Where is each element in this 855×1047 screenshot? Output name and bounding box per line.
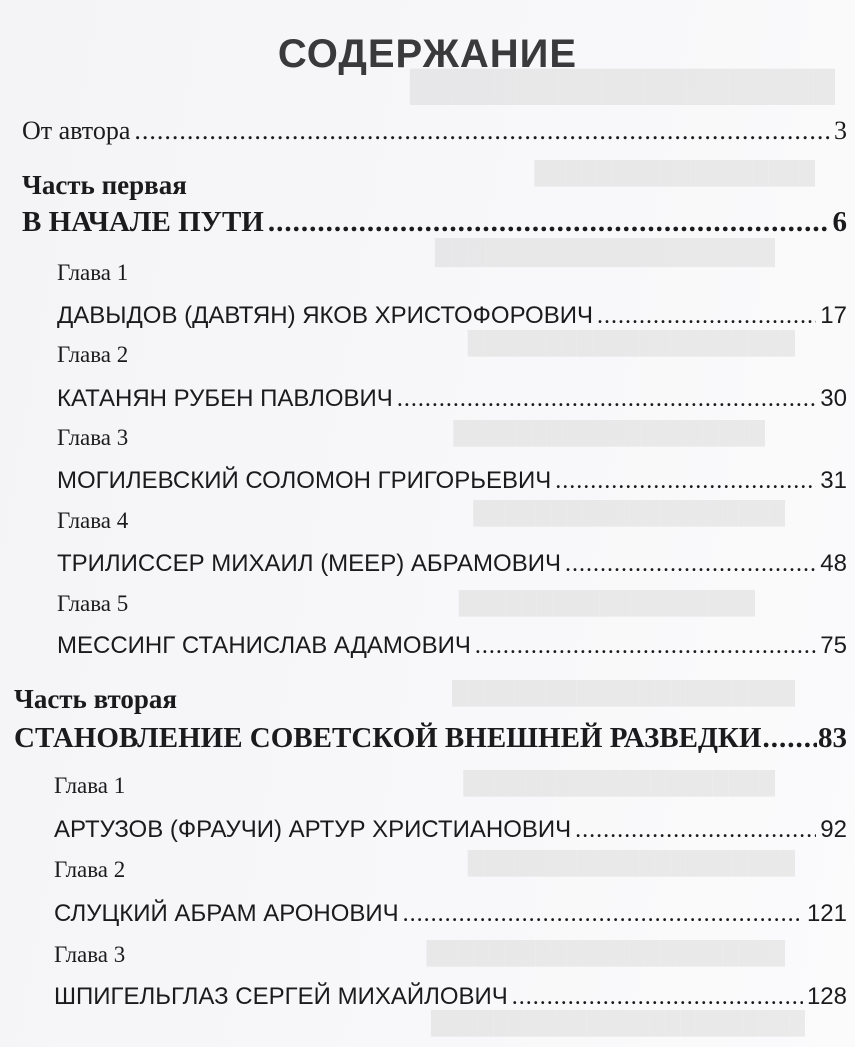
entry-title: От автора <box>22 116 131 145</box>
entry-page: 128 <box>806 983 847 1010</box>
chapter-title: КАТАНЯН РУБЕН ПАВЛОВИЧ <box>57 385 393 412</box>
part-title: СТАНОВЛЕНИЕ СОВЕТСКОЙ ВНЕШНЕЙ РАЗВЕДКИ <box>14 722 762 754</box>
dot-leader <box>597 303 816 330</box>
toc-entry-part-2[interactable] <box>14 722 847 755</box>
toc-entry-chapter[interactable] <box>57 302 847 330</box>
entry-page: 6 <box>832 206 847 238</box>
chapter-title: ТРИЛИССЕР МИХАИЛ (МЕЕР) АБРАМОВИЧ <box>57 550 561 577</box>
part-label: Часть вторая <box>14 684 178 714</box>
entry-page: 121 <box>806 900 847 927</box>
entry-page: 83 <box>818 722 847 754</box>
chapter-label: Глава 1 <box>57 260 129 285</box>
chapter-title: ШПИГЕЛЬГЛАЗ СЕРГЕЙ МИХАЙЛОВИЧ <box>54 983 508 1010</box>
entry-page: 30 <box>820 385 847 412</box>
entry-page: 3 <box>834 116 847 145</box>
toc-entry-chapter[interactable] <box>57 467 847 495</box>
chapter-title: ДАВЫДОВ (ДАВТЯН) ЯКОВ ХРИСТОФОРОВИЧ <box>57 302 593 329</box>
entry-page: 48 <box>820 550 847 577</box>
chapter-title: МОГИЛЕВСКИЙ СОЛОМОН ГРИГОРЬЕВИЧ <box>57 467 552 494</box>
toc-entry-chapter[interactable] <box>57 550 847 578</box>
chapter-label: Глава 2 <box>54 857 126 882</box>
toc-entry-from-author[interactable] <box>22 116 847 146</box>
toc-entry-part-1[interactable] <box>22 206 847 239</box>
dot-leader <box>565 551 816 578</box>
dot-leader <box>134 116 830 146</box>
toc-entry-chapter[interactable] <box>54 983 847 1011</box>
dot-leader <box>763 722 818 755</box>
dot-leader <box>555 468 816 495</box>
chapter-title: АРТУЗОВ (ФРАУЧИ) АРТУР ХРИСТИАНОВИЧ <box>54 816 572 843</box>
toc-entry-chapter[interactable] <box>54 900 847 928</box>
dot-leader <box>475 633 816 660</box>
dot-leader <box>268 206 829 239</box>
entry-page: 75 <box>820 632 847 659</box>
chapter-title: СЛУЦКИЙ АБРАМ АРОНОВИЧ <box>54 900 399 927</box>
toc-entry-chapter[interactable] <box>54 816 847 844</box>
chapter-title: МЕССИНГ СТАНИСЛАВ АДАМОВИЧ <box>57 632 471 659</box>
dot-leader <box>403 901 803 928</box>
chapter-label: Глава 3 <box>57 425 129 450</box>
part-label: Часть первая <box>22 170 187 200</box>
toc-entry-chapter[interactable] <box>57 385 847 413</box>
chapter-label: Глава 1 <box>54 773 126 798</box>
dot-leader <box>397 386 816 413</box>
chapter-label: Глава 2 <box>57 342 129 367</box>
entry-page: 31 <box>820 467 847 494</box>
entry-page: 17 <box>820 302 847 329</box>
toc-entry-chapter[interactable] <box>57 632 847 660</box>
chapter-label: Глава 4 <box>57 508 129 533</box>
page-title: СОДЕРЖАНИЕ <box>277 32 578 76</box>
dot-leader <box>575 817 816 844</box>
entry-page: 92 <box>820 816 847 843</box>
chapter-label: Глава 5 <box>57 591 129 616</box>
chapter-label: Глава 3 <box>54 942 126 967</box>
part-title: В НАЧАЛЕ ПУТИ <box>22 206 264 238</box>
dot-leader <box>512 984 803 1011</box>
bleed-through-texture: ████████████████████ ██████████████████ ████████████████████ █████████████████████ ████████████████████ ████████████████████ ███████████████████ ██████████████████████ ████████████████████ █████████████████████ ███████████████████████ ████████████████████████ <box>409 70 835 1035</box>
